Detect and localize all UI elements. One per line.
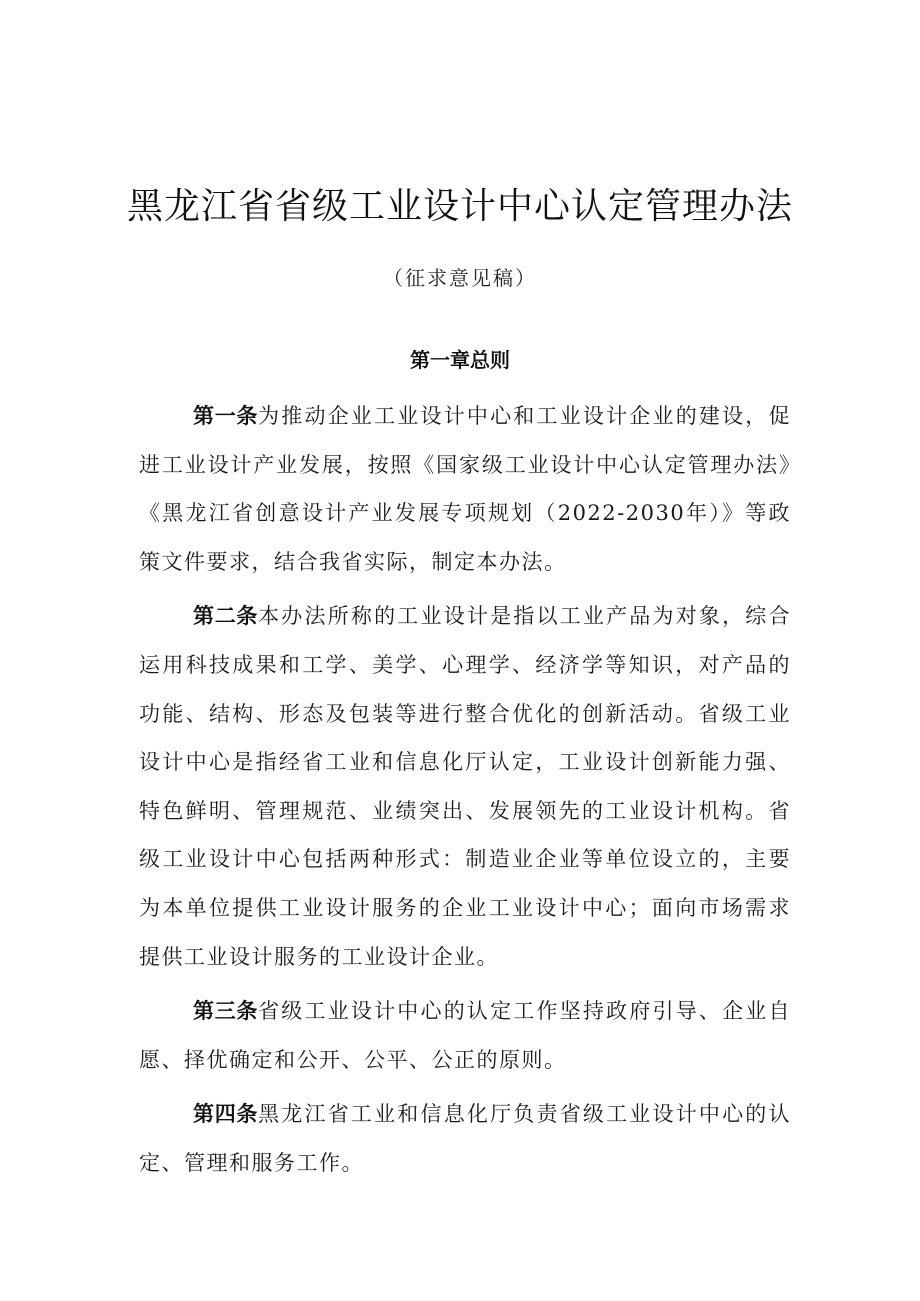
article-2 [139,592,791,981]
article-text: 为推动企业工业设计中心和工业设计企业的建设，促进工业设计产业发展，按照《国家级工业设计中心认定管理办法》《黑龙江省创意设计产业发展专项规划（2022-2030年）》等政策文件要求，结合我省实际，制定本办法。 [139,404,792,574]
document-body [139,392,791,1194]
article-text: 本办法所称的工业设计是指以工业产品为对象，综合运用科技成果和工学、美学、心理学、经济学等知识，对产品的功能、结构、形态及包装等进行整合优化的创新活动。省级工业设计中心是指经省工业和信息化厅认定，工业设计创新能力强、特色鲜明、管理规范、业绩突出、发展领先的工业设计机构。省级工业设计中心包括两种形式：制造业企业等单位设立的，主要为本单位提供工业设计服务的企业工业设计中心；面向市场需求提供工业设计服务的工业设计企业。 [139,604,792,969]
article-1 [139,392,791,586]
article-label: 第四条 [193,1102,259,1127]
article-3 [139,987,791,1084]
chapter-heading: 第一章总则 [410,348,510,372]
article-text: 黑龙江省工业和信息化厅负责省级工业设计中心的认定、管理和服务工作。 [139,1102,792,1175]
article-label: 第二条 [193,604,259,629]
article-4 [139,1090,791,1187]
article-text: 省级工业设计中心的认定工作坚持政府引导、企业自愿、择优确定和公开、公平、公正的原则。 [139,999,792,1072]
document-subtitle: （征求意见稿） [383,266,537,290]
article-label: 第一条 [193,404,259,428]
document-title: 黑龙江省省级工业设计中心认定管理办法 [126,186,793,227]
article-label: 第三条 [193,999,259,1024]
